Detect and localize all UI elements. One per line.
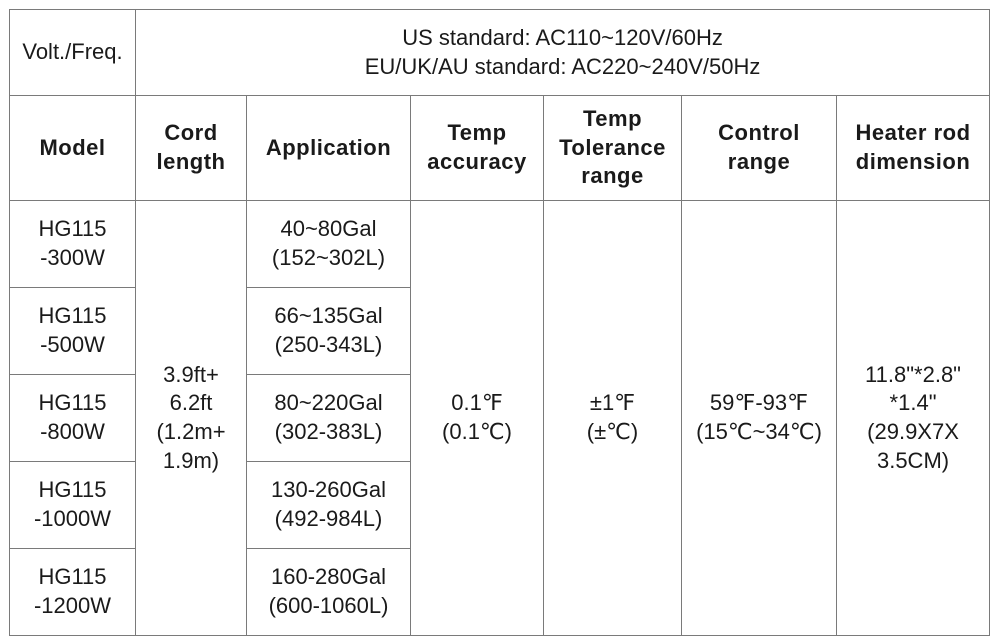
- application-gallons: 160-280Gal: [271, 564, 386, 590]
- header-cord-length-line: length: [156, 149, 226, 174]
- heater-rod-line: 11.8"*2.8": [865, 361, 961, 387]
- model-cell: [10, 549, 136, 636]
- cord-length-line: 1.9m): [162, 447, 220, 473]
- application-cell: [247, 201, 411, 288]
- spec-table: [9, 9, 990, 636]
- control-range-cell: [682, 201, 837, 636]
- application-cell: [247, 462, 411, 549]
- cord-length-cell: [136, 201, 247, 636]
- cord-length-line: 3.9ft+: [163, 361, 219, 387]
- temp-accuracy-cell: [411, 201, 544, 636]
- header-control-range-line: Control: [718, 120, 800, 146]
- application-liters: (152~302L): [271, 245, 386, 270]
- model-wattage: -500W: [40, 332, 105, 357]
- temp-tolerance-line: (±℃): [586, 419, 639, 444]
- control-range-line: (15℃~34℃): [696, 419, 822, 444]
- header-temp-tolerance-line: Temp: [582, 106, 643, 132]
- voltage-label: Volt./Freq.: [10, 10, 136, 96]
- header-model: Model: [10, 96, 136, 201]
- application-liters: (302-383L): [274, 419, 383, 444]
- application-cell: [247, 288, 411, 375]
- header-control-range-line: range: [727, 149, 791, 174]
- table-row: [10, 201, 990, 288]
- temp-tolerance-cell: [544, 201, 682, 636]
- header-cord-length-line: Cord: [164, 120, 218, 146]
- voltage-values: [136, 10, 990, 96]
- header-heater-rod: [837, 96, 990, 201]
- header-temp-accuracy-line: Temp: [447, 120, 507, 146]
- model-cell: [10, 288, 136, 375]
- application-liters: (600-1060L): [268, 593, 389, 618]
- model-name: HG115: [38, 216, 107, 242]
- application-gallons: 130-260Gal: [271, 477, 386, 503]
- heater-rod-cell: [837, 201, 990, 636]
- header-cord-length: [136, 96, 247, 201]
- header-heater-rod-line: dimension: [855, 149, 971, 174]
- cord-length-line: 6.2ft: [169, 390, 213, 416]
- header-heater-rod-line: Heater rod: [855, 120, 971, 146]
- header-temp-tolerance: [544, 96, 682, 201]
- model-name: HG115: [38, 303, 107, 329]
- model-wattage: -800W: [40, 419, 105, 444]
- header-control-range: [682, 96, 837, 201]
- application-gallons: 80~220Gal: [274, 390, 383, 416]
- application-gallons: 66~135Gal: [274, 303, 383, 329]
- header-application: Application: [247, 96, 411, 201]
- header-temp-tolerance-line: range: [581, 163, 644, 189]
- application-gallons: 40~80Gal: [280, 216, 377, 242]
- temp-accuracy-line: (0.1℃): [442, 419, 512, 444]
- header-row: [10, 96, 990, 201]
- model-name: HG115: [38, 390, 107, 416]
- eu-standard-text: EU/UK/AU standard: AC220~240V/50Hz: [364, 53, 761, 79]
- model-wattage: -300W: [40, 245, 105, 270]
- us-standard-text: US standard: AC110~120V/60Hz: [402, 24, 723, 50]
- voltage-row: [10, 10, 990, 96]
- model-wattage: -1200W: [33, 593, 112, 618]
- temp-tolerance-line: ±1℉: [589, 390, 636, 416]
- application-liters: (492-984L): [274, 506, 383, 531]
- application-liters: (250-343L): [274, 332, 383, 357]
- header-temp-accuracy: [411, 96, 544, 201]
- control-range-line: 59℉-93℉: [709, 390, 809, 416]
- temp-accuracy-line: 0.1℉: [451, 390, 503, 416]
- cord-length-line: (1.2m+: [156, 419, 226, 444]
- model-cell: [10, 375, 136, 462]
- header-temp-accuracy-line: accuracy: [427, 149, 527, 174]
- application-cell: [247, 375, 411, 462]
- heater-rod-line: 3.5CM): [876, 447, 950, 473]
- model-wattage: -1000W: [33, 506, 112, 531]
- model-cell: [10, 462, 136, 549]
- model-cell: [10, 201, 136, 288]
- header-temp-tolerance-line: Tolerance: [559, 134, 666, 160]
- application-cell: [247, 549, 411, 636]
- heater-rod-line: *1.4": [889, 390, 937, 416]
- model-name: HG115: [38, 564, 107, 590]
- model-name: HG115: [38, 477, 107, 503]
- heater-rod-line: (29.9X7X: [867, 419, 959, 444]
